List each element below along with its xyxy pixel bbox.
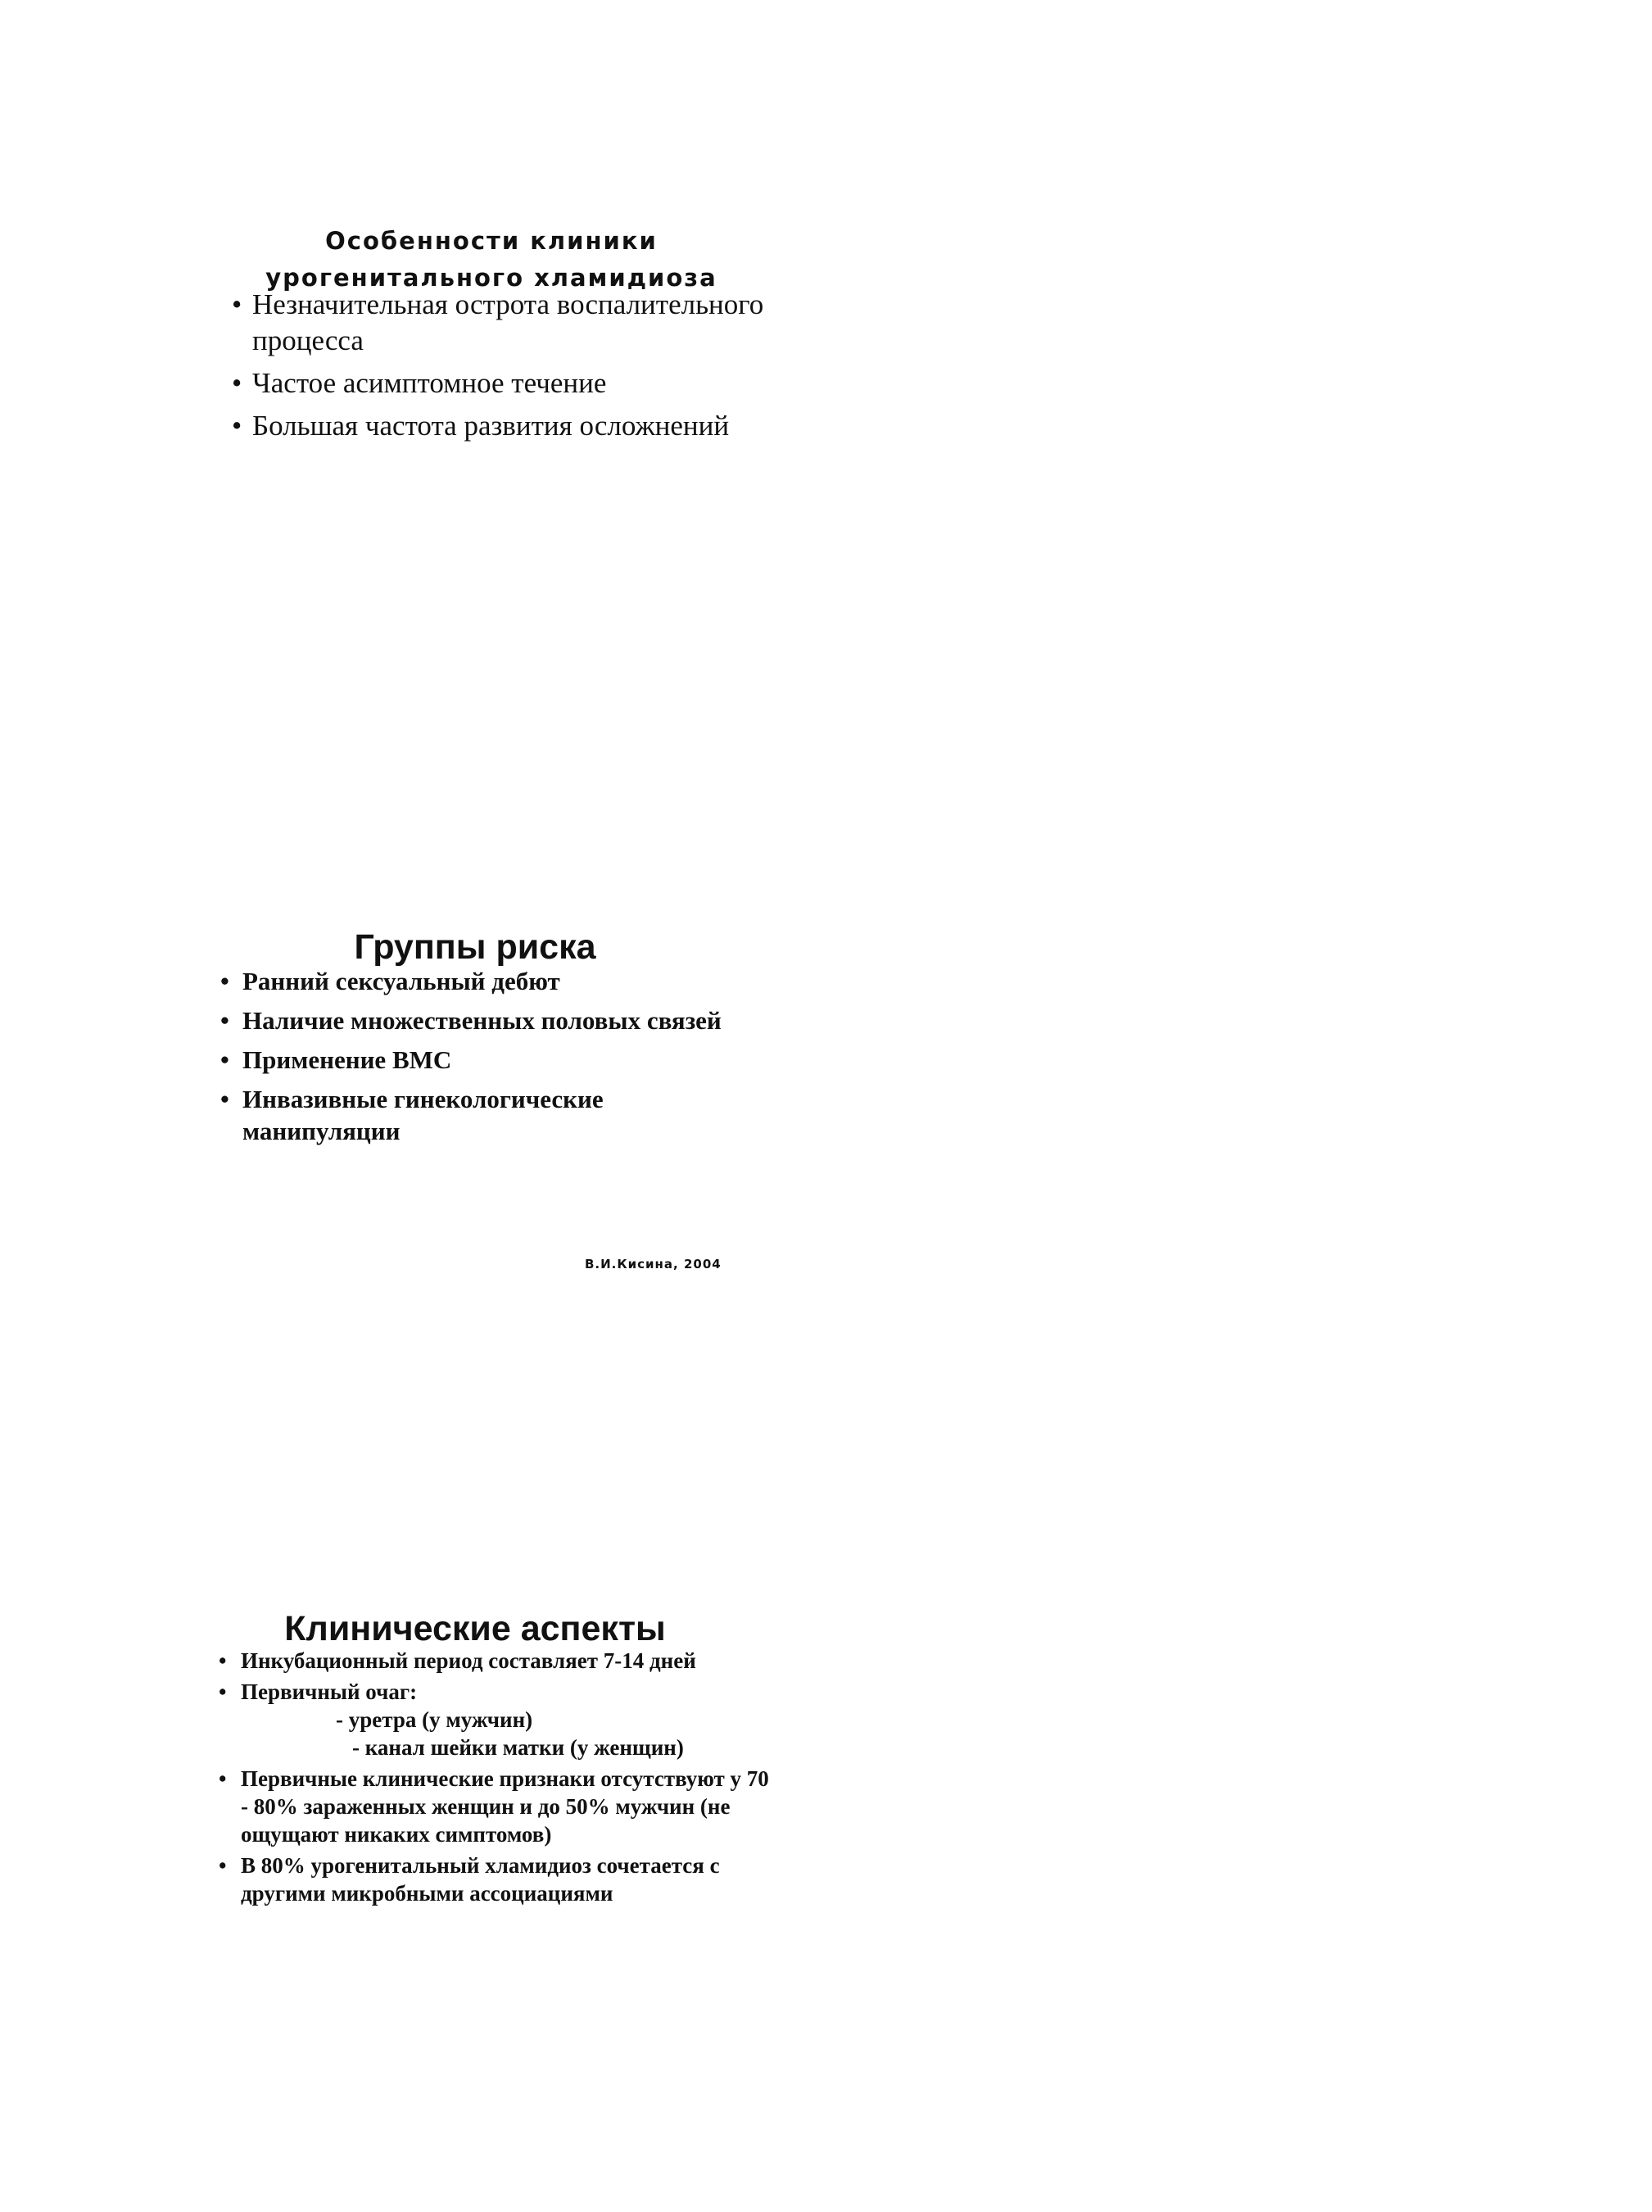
bullet-list (241, 1647, 781, 1911)
slide-clinical-features (0, 197, 1652, 524)
bullet-list (252, 287, 776, 451)
bullet-item (241, 1678, 781, 1761)
bullet-text: Первичные клинические признаки отсутствуют у 70 - 80% зараженных женщин и до 50% мужчин (не ощущают никаких симптомов) (241, 1766, 769, 1847)
bullet-item: • Наличие множественных половых связей (242, 1004, 767, 1036)
bullet-item (241, 1852, 781, 1907)
slide-risk-groups (0, 885, 1652, 1311)
bullet-text: Инкубационный период составляет 7-14 дней (241, 1648, 696, 1673)
bullet-item (241, 1765, 781, 1848)
bullet-item: • Незначительная острота воспалительного процесса (252, 287, 776, 359)
bullet-list (242, 965, 767, 1154)
bullet-item: • Применение ВМС (242, 1044, 767, 1076)
sub-item: - уретра (у мужчин) (336, 1707, 533, 1732)
slide-title-line: Особенности клиники (325, 227, 658, 256)
slide-clinical-aspects (0, 1573, 1652, 1999)
slide-title: Группы риска (354, 927, 596, 967)
bullet-item: • Большая частота развития осложнений (252, 408, 776, 444)
source-credit: В.И.Кисина, 2004 (585, 1257, 722, 1271)
bullet-item (241, 1647, 781, 1675)
bullet-item: • Частое асимптомное течение (252, 365, 776, 401)
bullet-text: Первичный очаг: (241, 1679, 418, 1704)
sub-item: - канал шейки матки (у женщин) (352, 1735, 684, 1760)
slide-title-line: урогенитального хламидиоза (265, 264, 717, 292)
bullet-item: • Ранний сексуальный дебют (242, 965, 767, 997)
bullet-item: • Инвазивные гинекологические манипуляции (242, 1083, 767, 1147)
slide-title: Клинические аспекты (284, 1608, 666, 1648)
slide-title (262, 223, 721, 297)
bullet-text: В 80% урогенитальный хламидиоз сочетается с другими микробными ассоциациями (241, 1853, 720, 1906)
